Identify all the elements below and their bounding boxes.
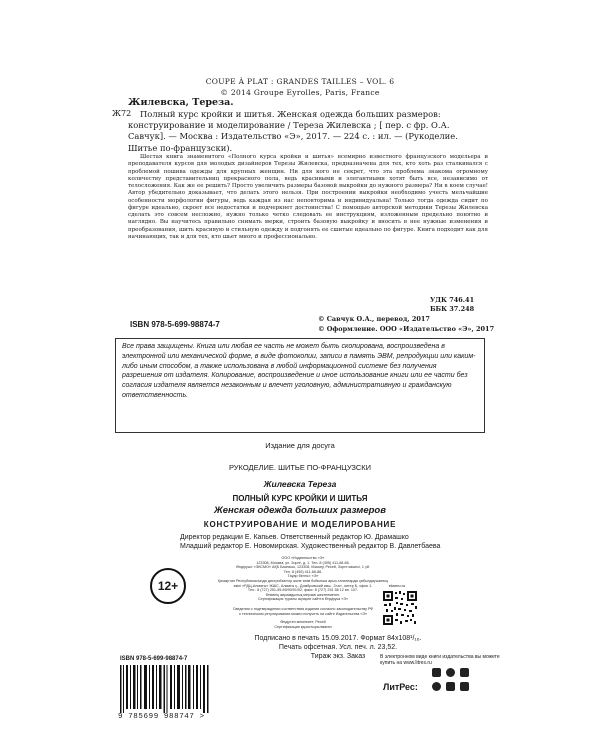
age-rating-badge: 12+ [150,568,186,604]
android-app-icon [446,682,455,691]
translation-copyright: © Савчук О.А., перевод, 2017 [318,315,430,323]
barcode-digits: 9 785699 988747 > [118,713,205,721]
publisher-line: о техническом регулировании можно получить на сайте Издательства «Э» [238,611,368,616]
publisher-line: Тауар белгісі: «Э» [287,574,319,579]
apple-store-icon [432,668,441,677]
catalog-bibliographic-record: Полный курс кройки и шитья. Женская одежда больших размеров: конструирование и моделирование / Тереза Жилевска ; [ пер. с фр. О.А. Савчук]. — Москва : Издательство «Э», 2017. — 224 с. : ил. — (Рукоделие. Шитье по-французски). [128,109,458,153]
staff-line-2: Младший редактор Е. Новомирская. Художественный редактор В. Давлетбаева [180,543,441,550]
bbk-code: ББК 37.248 [430,305,475,313]
original-copyright-line: © 2014 Groupe Eyrolles, Paris, France [220,88,380,97]
edition-type: Издание для досуга [265,441,335,450]
catalog-annotation: Шестая книга знаменитого «Полного курса кройки и шитья» всемирно известного французского модельера и преподавателя курсов для молодых дизайнеров Терезы Жилевска, предназначена для тех, кто хоть раз сталкивался с проблемой пошива одежды для крупных женщин. Ни для кого не секрет, что эта проблема знакома огромному количеству представительниц прекрасного пола, ведь красивыми и элегантными хотят быть все, независимо от телосложения. Как же ее решить? Просто увеличить размеры базовой выкройки до нужного размера? Ни в коем случае! Автор убедительно доказывает, что делать этого нельзя. При построении выкройки необходимо учесть мельчайшие особенности морфологии фигуры, ведь каждая из нас неповторима и индивидуальна! Только тогда одежда сидит по фигуре идеально, скроет все недостатки и подчеркнет достоинства! С помощью авторской методики Терезы Жилевска сделать это совсем несложно, нужно только четко следовать ее инструкциям, изложенным предельно понятно и наглядно. Вы научитесь правильно снимать мерки, строить базовую выкройку и вносить в нее нужные изменения и преобразования, шить красивую и стильную одежду и подгонять ее сшитые идеально по фигуре. Книга подходит как для начинающих, так и для тех, кто шьет много и профессионально. [128,154,488,240]
print-run: Тираж экз. Заказ [310,653,366,660]
catalog-author-code: Ж72 [112,109,132,118]
publisher-line: 123308, Москва, ул. Зорге, д. 1. Тел. 8 (495) 411-68-86. [256,560,350,565]
imprint-title-main: ПОЛНЫЙ КУРС КРОЙКИ И ШИТЬЯ [232,494,368,503]
qr-code-icon [382,590,418,626]
publisher-line: Сертификация туралы ақпарат сайтта Өндіруші «Э» [257,597,349,602]
publisher-line: Өндірген мемлекет: Ресей [280,620,326,624]
barcode-isbn-label: ISBN 978-5-699-98874-7 [120,656,188,662]
rights-notice-text: Все права защищены. Книга или любая ее часть не может быть скопирована, воспроизведена в электронной или механической форме, в виде фотокопии, записи в память ЭВМ, репродукции или каким-либо иным способом, а также использована в любой информационной системе без получения разрешения от издателя. Копирование, воспроизведение и иное использование книги или ее части без согласия издателя является незаконным и влечет уголовную, административную и гражданскую ответственность. [122,343,476,399]
windows-store-icon [460,668,469,677]
publisher-line: Өндіруші: «ЭКСМО» АҚБ Баспасы, 123308, Мәскеу, Ресей, Зорге көшесі, 1 үй. [236,565,370,570]
publisher-line: ООО «Издательство «Э» [281,556,325,560]
promo-line-2: купить на www.litres.ru [380,660,432,666]
imprint-author: Жилевска Тереза [263,479,337,489]
print-sheets: Печать офсетная. Усл. печ. л. 23,52. [278,644,398,651]
android-store-icon [446,668,455,677]
promo-line-1: В электронном виде книги издательства вы можете [380,654,500,660]
barcode-icon [120,665,210,713]
litres-logo: ЛитРес: [383,682,418,692]
ebook-promo [380,654,500,666]
design-copyright: © Оформление. ООО «Издательство «Э», 2017 [318,325,495,333]
series-category: РУКОДЕЛИЕ. ШИТЬЕ ПО-ФРАНЦУЗСКИ [228,463,372,472]
publisher-line: Сведения о подтверждении соответствия издания согласно законодательству РФ [232,607,374,611]
print-signed: Подписано в печать 15.09.2017. Формат 84x108¹/₁₆. [254,635,422,642]
windows-app-icon [460,682,469,691]
imprint-title-sub2: КОНСТРУИРОВАНИЕ И МОДЕЛИРОВАНИЕ [203,520,397,529]
rights-notice-box [115,338,485,433]
imprint-title-sub: Женская одежда больших размеров [214,505,386,516]
qr-code-label: eksmo.ru [388,583,406,588]
copyright-notices [318,314,494,334]
publisher-line: Өнімнің жарамдылық мерзімі шектелмеген. [265,592,341,597]
publisher-line: Сертификация қарастырылмаған [274,624,332,629]
publisher-line: өкілі «РДЦ-Алматы» ЖШС, Алматы қ., Домбровский көш., 3«а», литер Б, офис 1. [233,583,373,588]
classification-codes [430,296,488,314]
editorial-staff [180,533,480,551]
staff-line-1: Директор редакции Е. Капьев. Ответственный редактор Ю. Драмашко [180,534,409,541]
publisher-line: Тел. 8 (495) 411-68-86. [283,569,323,574]
publisher-line: Қазақстан Республикасында дистрибьютор және өнім бойынша арыз-талаптарды қабылдаушының [217,578,389,583]
isbn-main: ISBN 978-5-699-98874-7 [130,320,220,329]
publisher-line: Тел.: 8 (727) 251-59-89/90/91/92, факс: 8 (727) 251 58 12 вн. 107. [247,588,359,593]
original-series-line: COUPE À PLAT : GRANDES TAILLES – VOL. 6 [205,77,395,86]
store-icons [432,668,492,698]
catalog-author-header: Жилевска, Тереза. [128,97,234,108]
udk-code: УДК 746.41 [430,296,475,304]
apple-app-icon [432,682,441,691]
